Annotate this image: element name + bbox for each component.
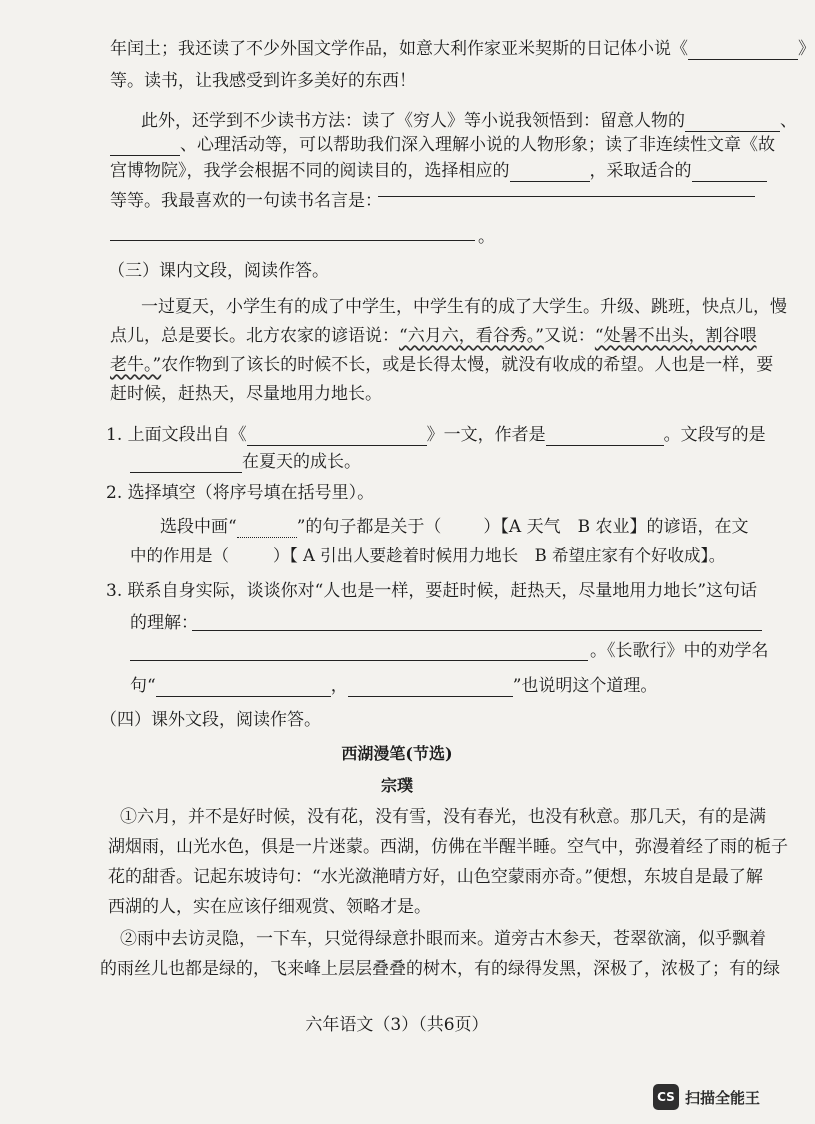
proverb-1: “六月六，看谷秀。” [399, 326, 544, 346]
answer-line[interactable] [130, 660, 588, 661]
text: 选段中画“ [160, 517, 237, 537]
answer-blank[interactable] [546, 428, 664, 446]
reading-line-4 [110, 134, 775, 156]
text: 、 [780, 111, 797, 131]
reading-line-2: 等。读书，让我感受到许多美好的东西！ [110, 71, 416, 91]
question-2-line-1 [160, 516, 780, 538]
brand-name: 扫描全能王 [685, 1088, 761, 1107]
question-2-line-2 [130, 545, 790, 567]
answer-line[interactable] [110, 240, 475, 241]
article-line: 西湖的人，实在应该仔细观赏、领略才是。 [108, 897, 431, 917]
wavy-line-sample [237, 521, 297, 538]
article-author: 宗璞 [380, 776, 413, 795]
reading-line-6 [110, 190, 770, 212]
passage-line [110, 354, 774, 376]
question-3: 3. 联系自身实际，谈谈你对“人也是一样，要赶时候，赶热天，尽量地用力地长”这句话 [106, 581, 758, 601]
text: 宫博物院》，我学会根据不同的阅读目的，选择相应的 [110, 161, 510, 181]
text: 1. 上面文段出自《 [106, 425, 247, 445]
scanner-watermark [653, 1084, 760, 1110]
text: ”也说明这个道理。 [512, 676, 658, 696]
answer-blank[interactable] [685, 114, 780, 132]
text: ）【 A 引出人要趁着时候用力地长 B 希望庄家有个好收成】。 [273, 546, 726, 565]
text: 点儿，总是要长。北方农家的谚语说： [110, 326, 399, 346]
text: ， [330, 676, 348, 696]
text: 等等。我最喜欢的一句读书名言是： [110, 191, 382, 211]
text: ，采取适合的 [589, 161, 692, 181]
text: 年闰土；我还读了不少外国文学作品，如意大利作家亚米契斯的日记体小说《 [110, 39, 688, 59]
article-title: 西湖漫笔(节选) [341, 744, 453, 763]
answer-blank[interactable] [110, 138, 180, 156]
answer-blank[interactable] [156, 679, 331, 697]
reading-line-3 [141, 110, 797, 132]
question-1-cont [130, 451, 790, 473]
text: 。《长歌行》中的劝学名 [590, 641, 769, 661]
text: 》 [798, 39, 815, 59]
text: 中的作用是（ [130, 546, 229, 565]
cs-logo-icon: CS [653, 1084, 679, 1110]
answer-blank[interactable] [510, 164, 590, 182]
section-3-heading: （三）课内文段，阅读作答。 [108, 261, 329, 281]
text: 又说： [543, 326, 595, 346]
passage-line: 赶时候，赶热天，尽量地用力地长。 [110, 384, 382, 404]
article-line: ②雨中去访灵隐，一下车，只觉得绿意扑眼而来。道旁古木参天，苍翠欲滴，似乎飘着 [120, 929, 766, 949]
text: 此外，还学到不少读书方法：读了《穷人》等小说我领悟到：留意人物的 [141, 111, 685, 131]
proverb-2-end: 老牛。” [110, 355, 162, 375]
text: 句“ [130, 676, 156, 696]
article-line: 花的甜香。记起东坡诗句：“水光潋滟晴方好，山色空蒙雨亦奇。”便想，东坡自是最了解 [108, 867, 763, 887]
passage-line: 一过夏天，小学生有的成了中学生，中学生有的成了大学生。升级、跳班，快点儿，慢 [141, 297, 787, 317]
answer-line[interactable] [192, 630, 762, 631]
article-line: 的雨丝儿也都是绿的，飞来峰上层层叠叠的树木，有的绿得发黑，深极了，浓极了；有的绿 [100, 959, 780, 979]
text: 在夏天的成长。 [242, 452, 361, 472]
passage-line [110, 325, 770, 347]
reading-line-5 [110, 160, 770, 182]
article-line: 湖烟雨，山光水色，俱是一片迷蒙。西湖，仿佛在半醒半睡。空气中，弥漫着经了雨的栀子 [108, 837, 788, 857]
answer-line[interactable] [378, 196, 755, 197]
text: ）【A 天气 B 农业】的谚语，在文 [483, 517, 749, 537]
answer-blank[interactable] [692, 164, 767, 182]
text: 的理解： [130, 613, 198, 633]
text: ”的句子都是关于（ [296, 517, 442, 537]
question-1 [106, 424, 766, 446]
text: 、心理活动等，可以帮助我们深入理解小说的人物形象；读了非连续性文章《故 [180, 135, 775, 155]
answer-blank[interactable] [348, 679, 513, 697]
question-3-poem [130, 675, 790, 697]
text: 》一文，作者是 [426, 425, 546, 445]
period: 。 [478, 227, 495, 247]
section-4-heading: （四）课外文段，阅读作答。 [100, 710, 321, 730]
answer-blank[interactable] [130, 455, 242, 473]
article-line: ①六月，并不是好时候，没有花，没有雪，没有春光，也没有秋意。那几天，有的是满 [120, 807, 766, 827]
proverb-2: “处暑不出头，割谷喂 [594, 326, 757, 346]
answer-blank[interactable] [688, 42, 798, 60]
text: 农作物到了该长的时候不长，或是长得太慢，就没有收成的希望。人也是一样，要 [161, 355, 774, 375]
answer-blank[interactable] [247, 428, 427, 446]
text: 。文段写的是 [663, 425, 766, 445]
question-2: 2. 选择填空（将序号填在括号里）。 [106, 483, 375, 503]
reading-line-1 [110, 38, 815, 60]
page-footer: 六年语文（3）（共6页） [305, 1015, 489, 1035]
